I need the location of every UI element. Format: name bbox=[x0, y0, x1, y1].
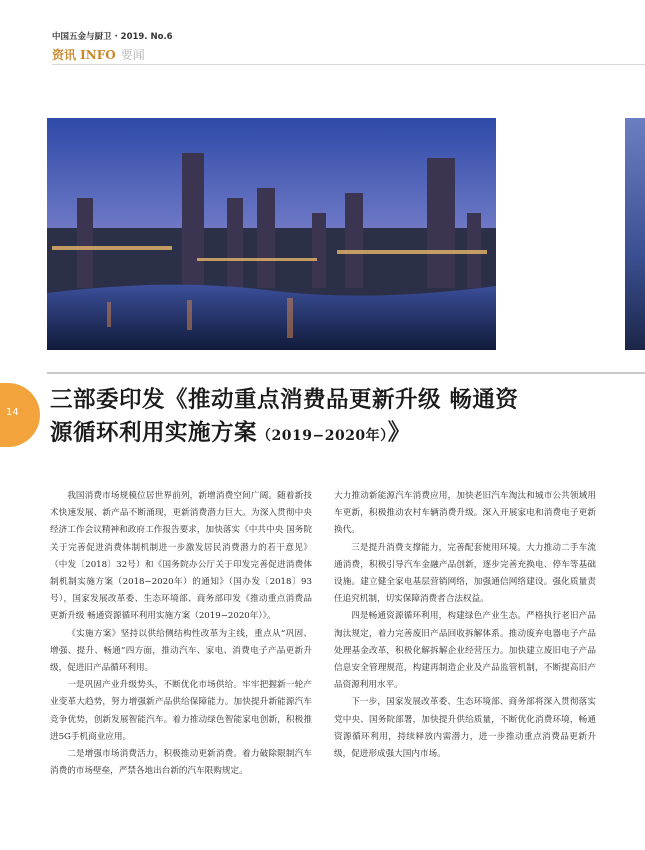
title-years: （2019−2020年） bbox=[257, 428, 388, 444]
body-column-right bbox=[334, 488, 596, 763]
article-title bbox=[50, 384, 630, 453]
paragraph: 二是增强市场消费活力，积极推动更新消费。着力破除限制汽车消费的市场壁垒，严禁各地出台新的汽车限购规定。 bbox=[50, 749, 312, 777]
paragraph: 四是畅通资源循环利用，构建绿色产业生态。严格执行老旧产品淘汰规定，着力完善废旧产品回收拆解体系。推动废弃电器电子产品处理基金改革，积极化解拆解企业经营压力。加快建立废旧电子产品信息安全管理规范，构建再制造企业及产品监管机制，不断提高旧产品资源利用水平。 bbox=[334, 611, 596, 691]
section-main: 资讯 INFO bbox=[52, 48, 116, 62]
paragraph-continued: 大力推动新能源汽车消费应用，加快老旧汽车淘汰和城市公共领域用车更新，积极推动农村车辆消费升级。深入开展家电和消费电子更新换代。 bbox=[334, 491, 596, 536]
paragraph: 下一步，国家发展改革委、生态环境部、商务部将深入贯彻落实党中央、国务院部署，加快提升供给质量，不断优化消费环境，畅通资源循环利用，持续释放内需潜力，进一步推动重点消费品更新升级，促进形成强大国内市场。 bbox=[334, 697, 596, 760]
issue-header: 中国五金与厨卫 · 2019. No.6 bbox=[52, 32, 173, 42]
paragraph: 《实施方案》坚持以供给侧结构性改革为主线，重点从“巩固、增强、提升、畅通”四方面，推动汽车、家电、消费电子产品更新升级，促进旧产品循环利用。 bbox=[50, 628, 312, 674]
side-photo-strip bbox=[625, 118, 645, 350]
title-line-1: 三部委印发《推动重点消费品更新升级 畅通资 bbox=[50, 387, 519, 413]
page-number: 14 bbox=[6, 407, 19, 418]
paragraph: 三是提升消费支撑能力，完善配套使用环境。大力推动二手车流通消费，积极引导汽车金融产品创新，逐步完善充换电、停车等基础设施。建立健全家电基层营销网络，加强通信网络建设。强化质量责任追究机制，切实保障消费者合法权益。 bbox=[334, 542, 596, 605]
header-rule bbox=[52, 64, 645, 65]
page-number-tab bbox=[0, 383, 40, 447]
section-sub: 要闻 bbox=[120, 48, 145, 62]
paragraph: 一是巩固产业升级势头，不断优化市场供给。牢牢把握新一轮产业变革大趋势，努力增强新产品供给保障能力。加快提升新能源汽车竞争优势，创新发展智能汽车。着力推动绿色智能家电创新，积极推进5G手机商业应用。 bbox=[50, 680, 312, 742]
title-rule bbox=[47, 372, 645, 374]
body-column-left bbox=[50, 488, 312, 780]
city-night-photo bbox=[47, 118, 496, 350]
paragraph: 我国消费市场规模位居世界前列，新增消费空间广阔。随着新技术快速发展、新产品不断涌现，更新消费潜力巨大。为深入贯彻中央经济工作会议精神和政府工作报告要求，加快落实《中共中央 国务院关于完善促进消费体制机制进一步激发居民消费潜力的若干意见》（中发〔2018〕32号）和《国务院办公厅关于印发完善促进消费体制机制实施方案（2018−2020年）的通知》（国办发〔2018〕93号），国家发展改革委、生态环境部、商务部印发《推动重点消费品更新升级 畅通资源循环利用实施方案（2019−2020年）》。 bbox=[50, 491, 312, 622]
section-label bbox=[52, 46, 145, 63]
title-line-2: 源循环利用实施方案 bbox=[50, 420, 258, 446]
title-end: 》 bbox=[387, 420, 411, 446]
